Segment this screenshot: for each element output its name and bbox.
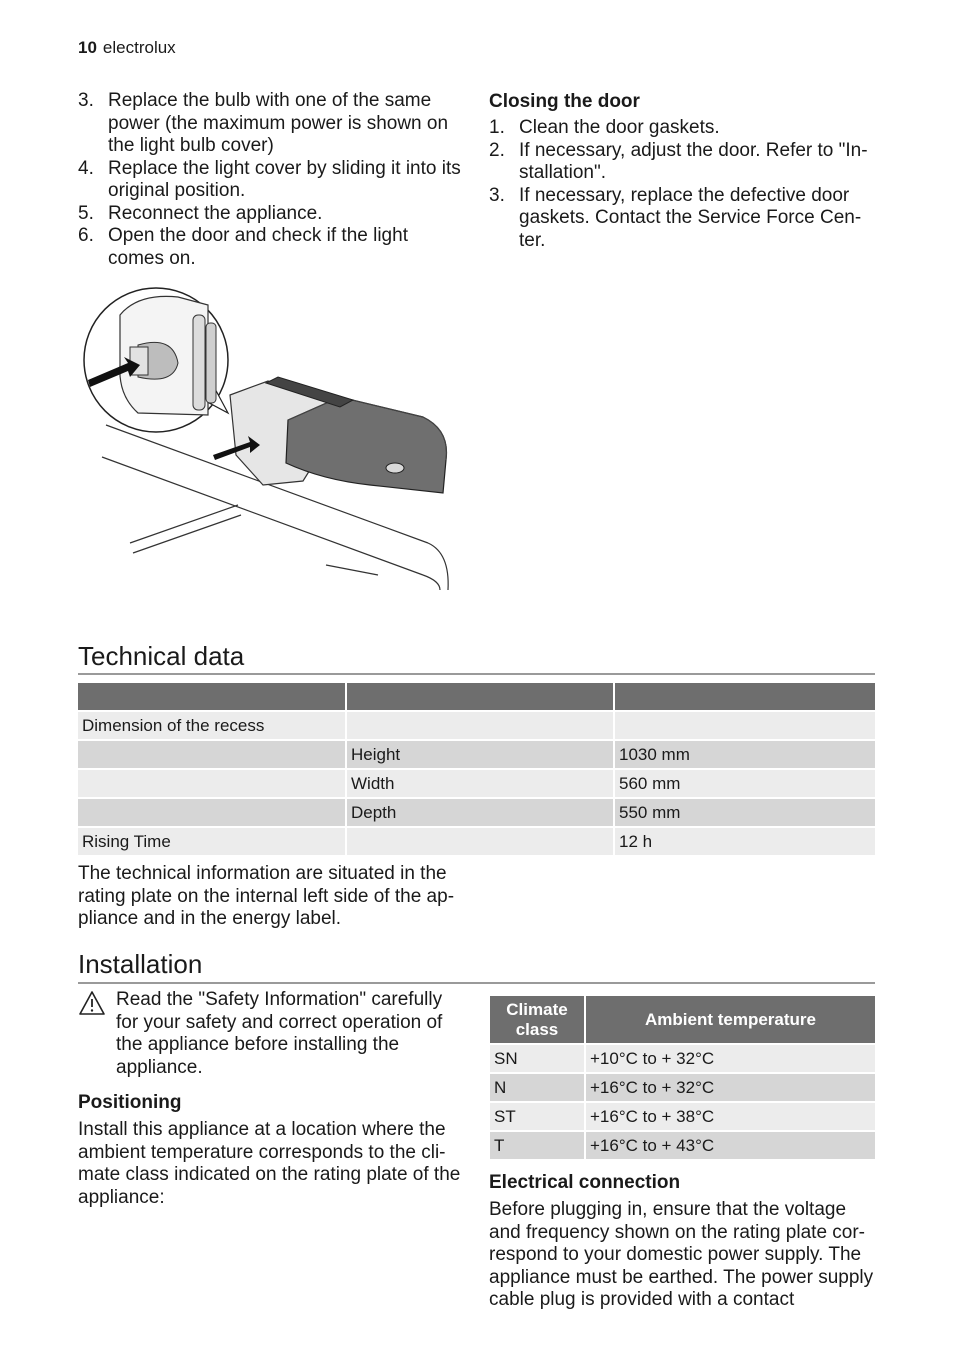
table-header-row: Climate class Ambient temperature: [490, 996, 875, 1043]
positioning-title: Positioning: [78, 1092, 182, 1113]
technical-data-table: [76, 681, 877, 857]
technical-note: The technical information are situated in the rating plate on the internal left side of the ap-pliance and in the energy label.: [78, 863, 455, 929]
warning-icon: [78, 990, 106, 1016]
list-item: 6. Open the door and check if the light comes on.: [78, 225, 408, 269]
light-cover: [213, 377, 447, 493]
page-number: 10: [78, 38, 97, 57]
positioning-text: Install this appliance at a location where the ambient temperature corresponds to the cli-mate class indicated on the rating plate of the appliance:: [78, 1119, 461, 1208]
technical-data-title: Technical data: [78, 641, 245, 671]
list-item: 3. If necessary, replace the defective door gaskets. Contact the Service Force Cen-ter.: [489, 184, 862, 251]
safety-warning-text: Read the "Safety Information" carefully for your safety and correct operation of the appliance before installing the appliance.: [116, 989, 443, 1078]
electrical-connection-text: Before plugging in, ensure that the voltage and frequency shown on the rating plate cor-respond to your domestic power supply. The appliance must be earthed. The power supply cable plug is provided with a contact: [489, 1199, 874, 1310]
table-row: Height 1030 mm: [78, 741, 875, 768]
table-row: SN +10°C to + 32°C: [490, 1045, 875, 1072]
table-row: N +16°C to + 32°C: [490, 1074, 875, 1101]
list-item: 2. If necessary, adjust the door. Refer to "In-stallation".: [489, 139, 868, 183]
electrical-connection-title: Electrical connection: [489, 1172, 681, 1193]
closing-door-list: [489, 117, 879, 252]
closing-door-title: Closing the door: [489, 91, 640, 112]
brand-name: electrolux: [102, 38, 176, 57]
table-row: Dimension of the recess: [78, 712, 875, 739]
list-item: 5. Reconnect the appliance.: [78, 202, 323, 224]
table-row: Rising Time 12 h: [78, 828, 875, 855]
table-header-row: [78, 683, 875, 710]
table-row: ST +16°C to + 38°C: [490, 1103, 875, 1130]
table-row: Width 560 mm: [78, 770, 875, 797]
zoom-circle: [84, 288, 228, 432]
list-item: 4. Replace the light cover by sliding it into its original position.: [78, 157, 461, 201]
climate-class-table: [488, 994, 877, 1161]
bulb-steps-list: [78, 90, 466, 270]
table-row: Depth 550 mm: [78, 799, 875, 826]
list-item: 3. Replace the bulb with one of the same power (the maximum power is shown on the light bulb cover): [78, 90, 449, 156]
section-divider: [78, 982, 875, 984]
table-row: T +16°C to + 43°C: [490, 1132, 875, 1159]
installation-title: Installation: [78, 949, 203, 979]
light-cover-illustration: [78, 285, 458, 595]
list-item: 1. Clean the door gaskets.: [489, 117, 720, 138]
page-header: [78, 38, 176, 58]
section-divider: [78, 673, 875, 675]
